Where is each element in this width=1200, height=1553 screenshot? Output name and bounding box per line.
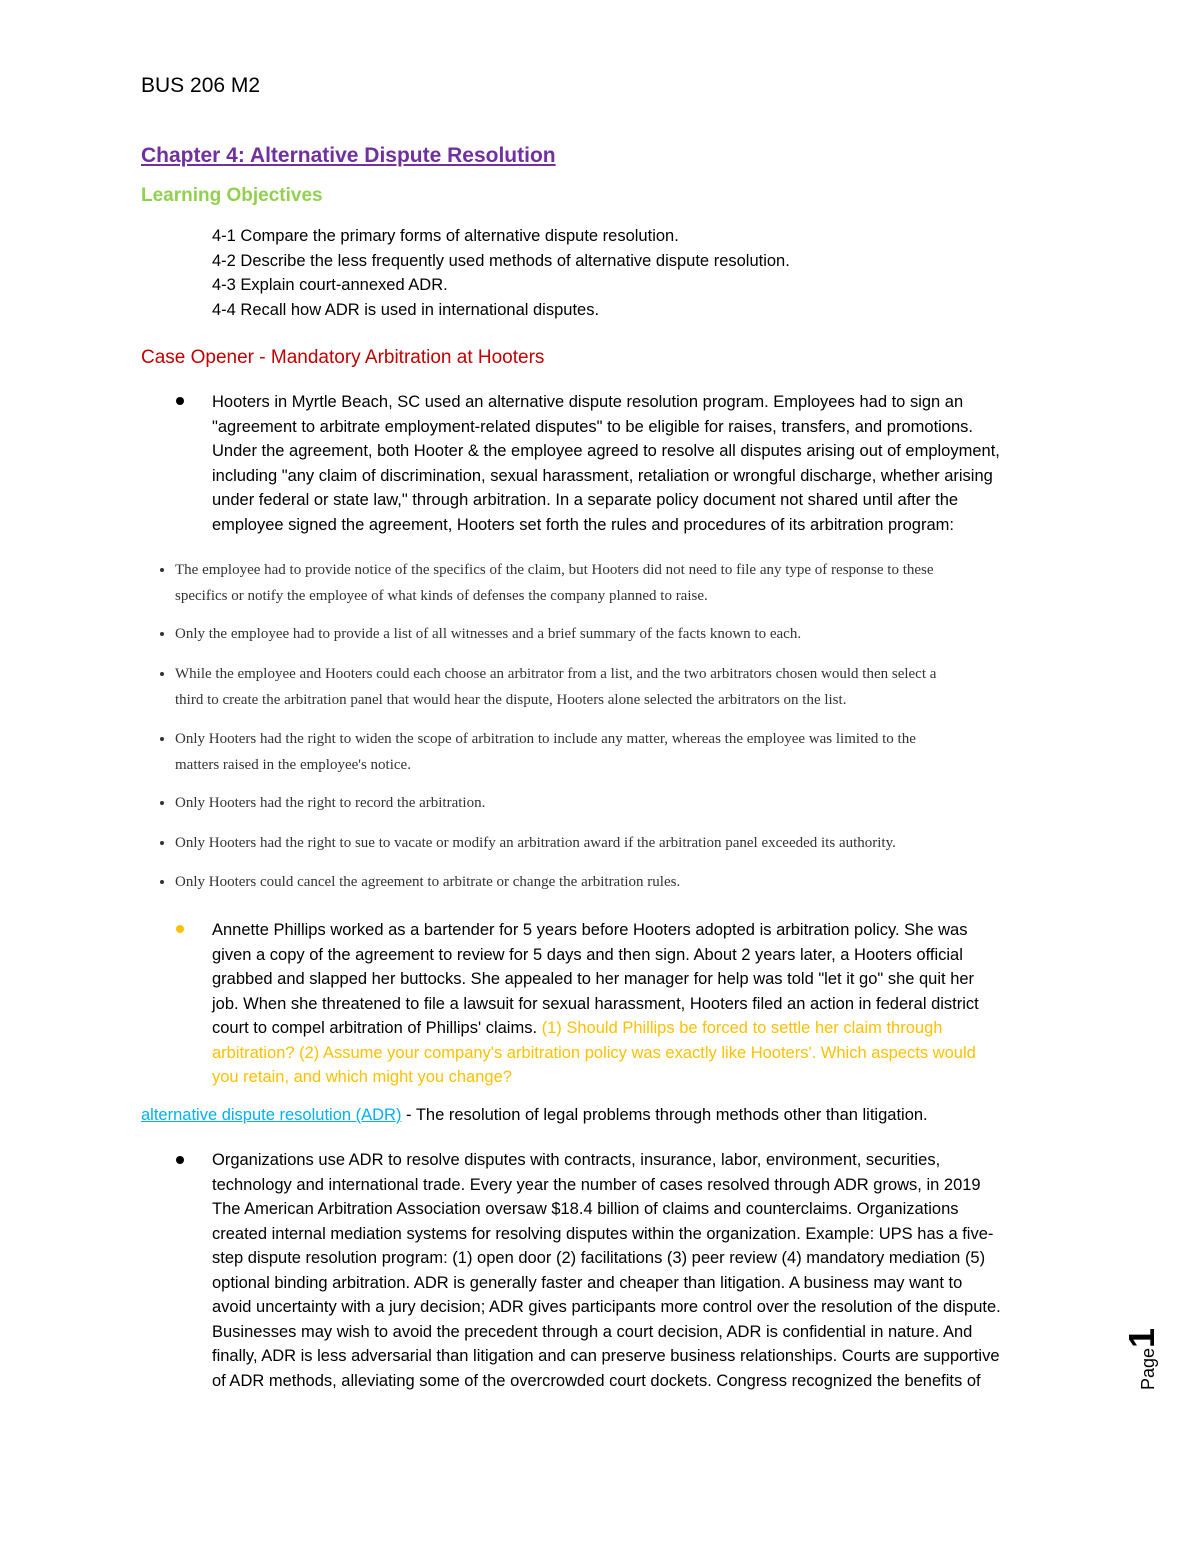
paragraph-line: job. When she threatened to file a lawsuit for sexual harassment, Hooters filed an action in federal district <box>212 994 979 1013</box>
paragraph-line: given a copy of the agreement to review for 5 days and then sign. About 2 years later, a Hooters official <box>212 945 963 964</box>
discussion-question: you retain, and which might you change? <box>212 1068 512 1086</box>
adr-definition <box>141 1106 928 1125</box>
bullet-icon <box>160 672 164 676</box>
objective-item: 4-1 Compare the primary forms of alternative dispute resolution. <box>212 227 679 245</box>
objectives-heading: Learning Objectives <box>141 185 323 206</box>
paragraph-line: employee signed the agreement, Hooters set forth the rules and procedures of its arbitration program: <box>212 515 954 534</box>
paragraph-line <box>212 1016 1082 1041</box>
rule-line: While the employee and Hooters could each choose an arbitrator from a list, and the two arbitrators chosen would then select a <box>175 666 937 682</box>
discussion-question: (1) Should Phillips be forced to settle her claim through <box>541 1019 943 1037</box>
rule-line: Only the employee had to provide a list of all witnesses and a brief summary of the facts known to each. <box>175 626 802 642</box>
adr-definition-text: - The resolution of legal problems through methods other than litigation. <box>401 1106 928 1124</box>
bullet-icon <box>176 925 184 933</box>
objective-item: 4-4 Recall how ADR is used in international disputes. <box>212 300 600 319</box>
objective-item: 4-3 Explain court-annexed ADR. <box>212 276 448 294</box>
adr-term-link[interactable]: alternative dispute resolution (ADR) <box>141 1106 402 1124</box>
paragraph-line: including "any claim of discrimination, sexual harassment, retaliation or wrongful discharge, whether arising <box>212 466 993 485</box>
rule-line: The employee had to provide notice of the specifics of the claim, but Hooters did not need to file any type of response to these <box>175 562 934 578</box>
rule-line: specifics or notify the employee of what kinds of defenses the company planned to raise. <box>175 588 708 604</box>
chapter-title: Chapter 4: Alternative Dispute Resolution <box>141 144 556 167</box>
paragraph-line: created internal mediation systems for resolving disputes within the organization. Example: UPS has a five- <box>212 1224 994 1243</box>
case-opener-heading: Case Opener - Mandatory Arbitration at Hooters <box>141 347 545 368</box>
bullet-icon <box>160 880 164 884</box>
paragraph-line: Annette Phillips worked as a bartender for 5 years before Hooters adopted is arbitration policy. She was <box>212 921 968 939</box>
rule-line: Only Hooters had the right to record the arbitration. <box>175 795 486 811</box>
bullet-icon <box>160 568 164 572</box>
rule-line: third to create the arbitration panel that would hear the dispute, Hooters alone selected the arbitrators on the list. <box>175 692 847 708</box>
case-opener-paragraph <box>212 390 1082 537</box>
paragraph-line: grabbed and slapped her buttocks. She appealed to her manager for help was told "let it go" she quit her <box>212 970 975 988</box>
page-label: Page <box>1138 1347 1158 1390</box>
rule-line: Only Hooters had the right to widen the scope of arbitration to include any matter, whereas the employee was limited to the <box>175 731 916 747</box>
rule-line: Only Hooters had the right to sue to vacate or modify an arbitration award if the arbitration panel exceeded its authority. <box>175 835 896 851</box>
document-header: BUS 206 M2 <box>141 74 261 97</box>
page-number-value: 1 <box>1121 1327 1162 1348</box>
phillips-paragraph <box>212 918 1082 1090</box>
paragraph-line: Organizations use ADR to resolve disputes with contracts, insurance, labor, environment, securities, <box>212 1151 941 1169</box>
discussion-question: arbitration? (2) Assume your company's arbitration policy was exactly like Hooters'. Which aspects would <box>212 1043 976 1062</box>
objective-item: 4-2 Describe the less frequently used methods of alternative dispute resolution. <box>212 251 790 270</box>
paragraph-line: Under the agreement, both Hooter & the employee agreed to resolve all disputes arising out of employment, <box>212 442 1000 460</box>
paragraph-line: under federal or state law," through arbitration. In a separate policy document not shared until after the <box>212 491 959 509</box>
bullet-icon <box>176 397 184 405</box>
rule-line: matters raised in the employee's notice. <box>175 757 411 773</box>
paragraph-text: court to compel arbitration of Phillips' claims. <box>212 1019 542 1037</box>
paragraph-line: avoid uncertainty with a jury decision; ADR gives participants more control over the resolution of the dispute. <box>212 1298 1001 1316</box>
paragraph-line: finally, ADR is less adversarial than litigation and can preserve business relationships. Courts are supportive <box>212 1347 1000 1365</box>
adr-paragraph <box>212 1148 1082 1393</box>
page-number <box>1105 1327 1165 1390</box>
paragraph-line: of ADR methods, alleviating some of the overcrowded court dockets. Congress recognized the benefits of <box>212 1371 981 1390</box>
objectives-list <box>212 224 790 322</box>
paragraph-line: optional binding arbitration. ADR is generally faster and cheaper than litigation. A business may want to <box>212 1273 963 1292</box>
paragraph-line: Hooters in Myrtle Beach, SC used an alternative dispute resolution program. Employees had to sign an <box>212 393 964 411</box>
bullet-icon <box>160 632 164 636</box>
bullet-icon <box>176 1156 184 1164</box>
paragraph-line: The American Arbitration Association oversaw $18.4 billion of claims and counterclaims. Organizations <box>212 1200 959 1218</box>
paragraph-line: "agreement to arbitrate employment-related disputes" to be eligible for raises, transfers, and promotions. <box>212 417 974 436</box>
bullet-icon <box>160 801 164 805</box>
rule-line: Only Hooters could cancel the agreement to arbitrate or change the arbitration rules. <box>175 874 681 890</box>
paragraph-line: Businesses may wish to avoid the precedent through a court decision, ADR is confidential in nature. And <box>212 1322 973 1341</box>
paragraph-line: step dispute resolution program: (1) open door (2) facilitations (3) peer review (4) mandatory mediation (5) <box>212 1249 986 1267</box>
bullet-icon <box>160 841 164 845</box>
paragraph-line: technology and international trade. Every year the number of cases resolved through ADR grows, in 2019 <box>212 1175 981 1194</box>
bullet-icon <box>160 737 164 741</box>
